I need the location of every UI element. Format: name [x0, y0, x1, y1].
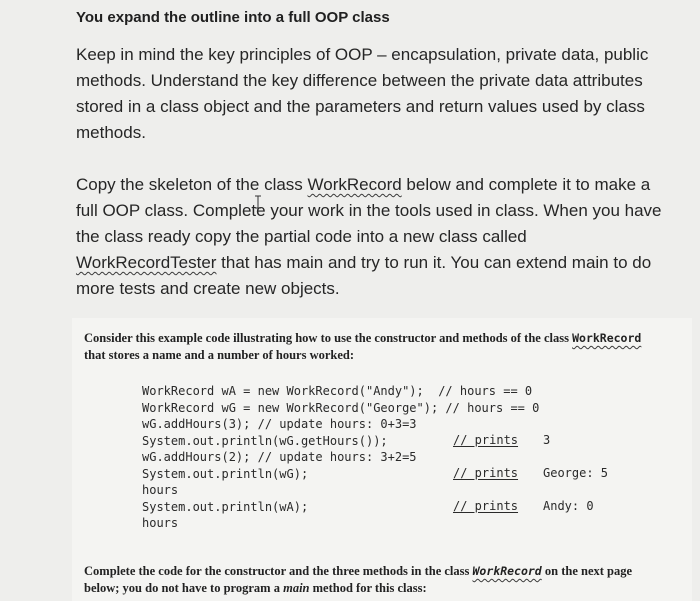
instructions-text-2: below and complete it to make a full OOP class. Complete your work in the tools used in class. When you have the class ready copy the partial code into a new class called: [76, 175, 662, 246]
footer-main-word: main: [283, 581, 310, 595]
code-line-8: System.out.println(wA);: [142, 499, 309, 514]
code-line-1: WorkRecord wA = new WorkRecord("Andy"); // hours == 0: [142, 384, 533, 398]
footer-instructions: [84, 563, 644, 597]
footer-text-2: on the next page below; you do not have to program a: [84, 564, 633, 595]
code-line-6: System.out.println(wG);: [142, 466, 309, 481]
instructions-paragraph: [76, 172, 666, 302]
footer-text-3: method for this class:: [309, 581, 427, 595]
prints-comment-1: // prints: [453, 432, 519, 447]
prints-value-3: Andy: 0: [543, 498, 594, 513]
code-line-7: hours: [142, 483, 179, 497]
code-line-4: System.out.println(wG.getHours());: [142, 433, 388, 448]
code-line-3: wG.addHours(3); // update hours: 0+3=3: [142, 417, 417, 431]
example-intro: [84, 330, 644, 364]
class-name-workrecord: WorkRecord: [307, 175, 402, 194]
prints-value-2: George: 5: [543, 465, 609, 480]
footer-text-1: Complete the code for the constructor and the three methods in the class: [84, 564, 473, 578]
example-intro-text-1: Consider this example code illustrating how to use the constructor and methods of the class: [84, 331, 573, 345]
instructions-text-3: that has main and try to run it. You can extend main to do more tests and create new objects.: [76, 253, 652, 298]
prints-comment-3: // prints: [453, 498, 519, 513]
prints-comment-2: // prints: [453, 465, 519, 480]
instructions-text-1: Copy the skeleton of the class: [76, 175, 308, 194]
example-intro-text-2: that stores a name and a number of hours worked:: [84, 348, 355, 362]
code-line-9: hours: [142, 516, 179, 530]
section-heading: You expand the outline into a full OOP class: [76, 9, 390, 26]
class-name-workrecordtester: WorkRecordTester: [76, 253, 217, 272]
footer-class-name: WorkRecord: [472, 564, 542, 578]
oop-principles-paragraph: Keep in mind the key principles of OOP – encapsulation, private data, public methods. Understand the key difference between the private data attributes stored in a class object and the parameters and return values used by class methods.: [76, 45, 649, 142]
example-class-name: WorkRecord: [572, 331, 642, 345]
prints-value-1: 3: [543, 432, 551, 447]
text-cursor-icon: [254, 195, 262, 209]
code-line-5: wG.addHours(2); // update hours: 3+2=5: [142, 450, 417, 464]
code-line-2: WorkRecord wG = new WorkRecord("George"); // hours == 0: [142, 400, 540, 415]
